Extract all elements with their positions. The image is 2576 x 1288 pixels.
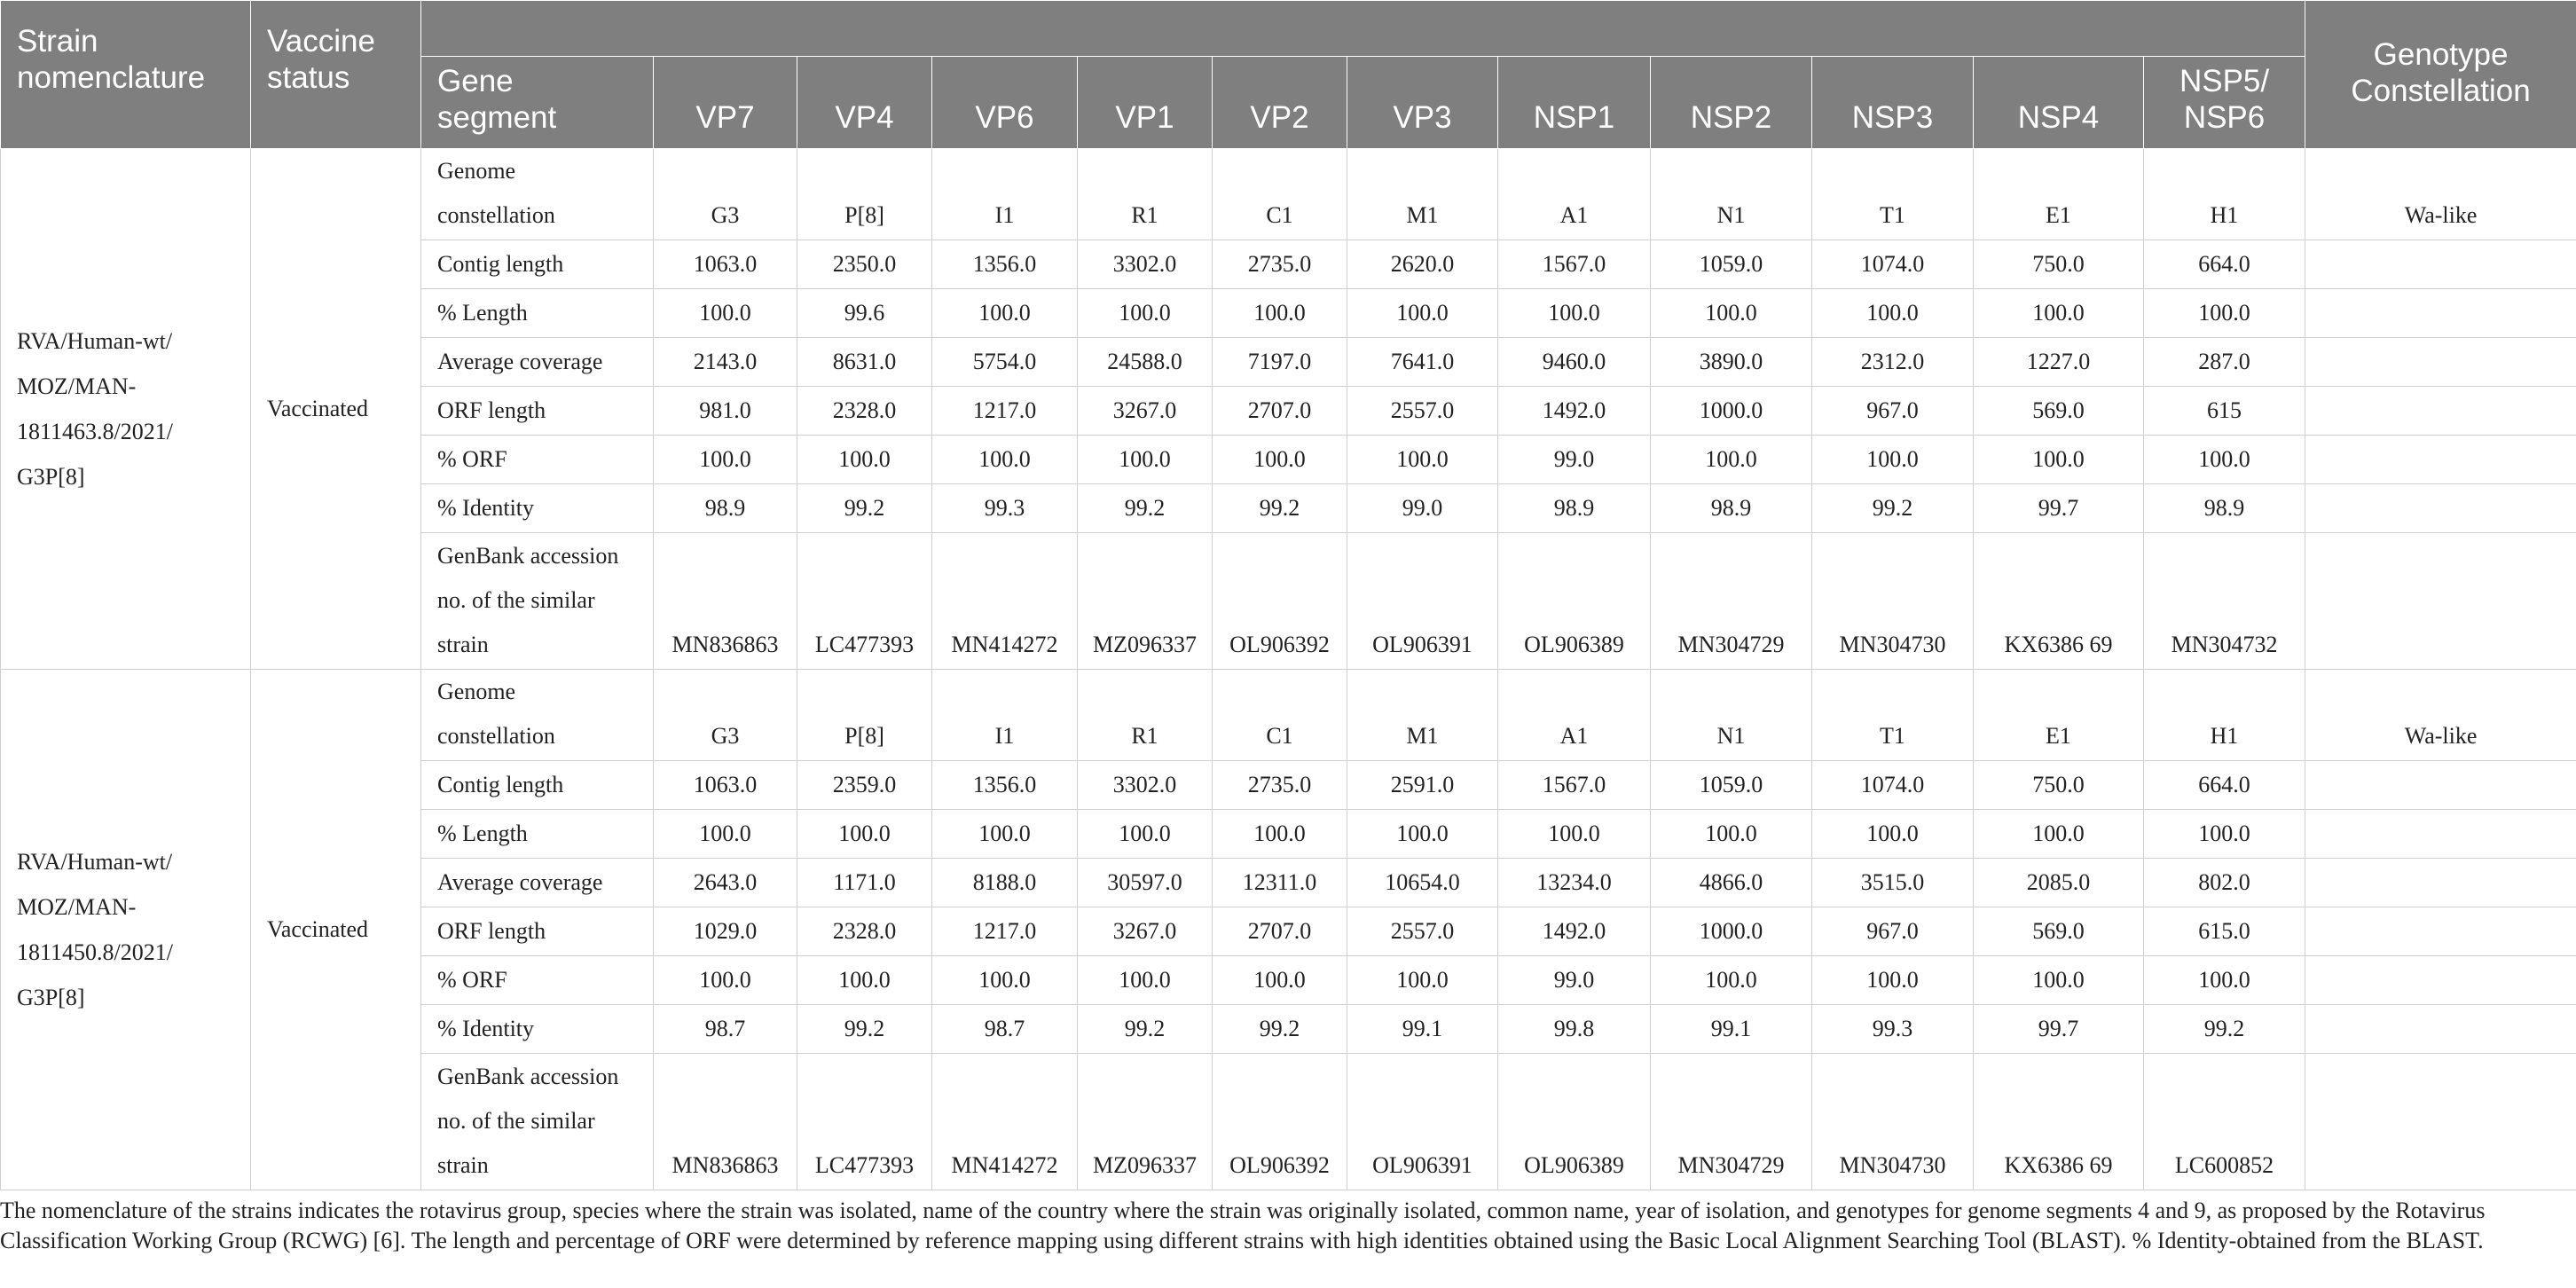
value-cell: 10654.0 bbox=[1347, 859, 1498, 907]
value-cell: 3302.0 bbox=[1078, 240, 1213, 289]
strain-nomenclature-cell: RVA/Human-wt/ MOZ/MAN- 1811463.8/2021/ G3P[8] bbox=[1, 149, 251, 670]
value-cell: G3 bbox=[654, 670, 797, 761]
value-cell: 2707.0 bbox=[1213, 907, 1347, 956]
value-cell: 99.6 bbox=[797, 289, 932, 338]
value-cell: P[8] bbox=[797, 670, 932, 761]
value-cell: M1 bbox=[1347, 670, 1498, 761]
table-body bbox=[1, 149, 2576, 1190]
value-cell: 615.0 bbox=[2144, 907, 2305, 956]
value-cell: T1 bbox=[1812, 149, 1974, 240]
parameter-cell: % ORF bbox=[421, 956, 654, 1005]
parameter-cell: GenBank accession no. of the similar strain bbox=[421, 1054, 654, 1190]
value-cell: 99.2 bbox=[1213, 1005, 1347, 1054]
value-cell: 99.3 bbox=[932, 484, 1078, 533]
value-cell: MN304732 bbox=[2144, 533, 2305, 670]
header-segment-vp7: VP7 bbox=[654, 57, 797, 149]
value-cell: 100.0 bbox=[1974, 289, 2144, 338]
value-cell: 2643.0 bbox=[654, 859, 797, 907]
value-cell: 98.7 bbox=[932, 1005, 1078, 1054]
value-cell: 1356.0 bbox=[932, 240, 1078, 289]
value-cell: 2312.0 bbox=[1812, 338, 1974, 387]
value-cell: 1063.0 bbox=[654, 761, 797, 810]
value-cell: 967.0 bbox=[1812, 907, 1974, 956]
header-segment-nsp5-nsp6: NSP5/ NSP6 bbox=[2144, 57, 2305, 149]
value-cell: OL906392 bbox=[1213, 533, 1347, 670]
value-cell: 100.0 bbox=[1078, 956, 1213, 1005]
value-cell: 100.0 bbox=[932, 810, 1078, 859]
value-cell: 100.0 bbox=[2144, 810, 2305, 859]
table-header bbox=[1, 1, 2576, 149]
value-cell: 100.0 bbox=[932, 436, 1078, 484]
header-segment-vp1: VP1 bbox=[1078, 57, 1213, 149]
value-cell: 2328.0 bbox=[797, 907, 932, 956]
value-cell: 100.0 bbox=[1651, 810, 1812, 859]
value-cell: 100.0 bbox=[1347, 289, 1498, 338]
value-cell: 569.0 bbox=[1974, 907, 2144, 956]
value-cell: 2620.0 bbox=[1347, 240, 1498, 289]
value-cell: C1 bbox=[1213, 149, 1347, 240]
value-cell: C1 bbox=[1213, 670, 1347, 761]
value-cell: 3267.0 bbox=[1078, 387, 1213, 436]
value-cell: 1000.0 bbox=[1651, 387, 1812, 436]
value-cell: 100.0 bbox=[1651, 289, 1812, 338]
value-cell: 100.0 bbox=[1213, 956, 1347, 1005]
value-cell: LC477393 bbox=[797, 1054, 932, 1190]
value-cell: 8188.0 bbox=[932, 859, 1078, 907]
value-cell: 100.0 bbox=[654, 289, 797, 338]
value-cell: 100.0 bbox=[1078, 289, 1213, 338]
value-cell: 100.0 bbox=[797, 810, 932, 859]
value-cell: A1 bbox=[1498, 670, 1651, 761]
header-segment-vp4: VP4 bbox=[797, 57, 932, 149]
value-cell: 99.2 bbox=[797, 484, 932, 533]
value-cell: 100.0 bbox=[1974, 956, 2144, 1005]
value-cell: 1171.0 bbox=[797, 859, 932, 907]
value-cell: 100.0 bbox=[1078, 436, 1213, 484]
value-cell: 1029.0 bbox=[654, 907, 797, 956]
parameter-cell: Genome constellation bbox=[421, 670, 654, 761]
genotype-cell bbox=[2305, 859, 2576, 907]
value-cell: 100.0 bbox=[1651, 956, 1812, 1005]
parameter-cell: ORF length bbox=[421, 907, 654, 956]
value-cell: 2591.0 bbox=[1347, 761, 1498, 810]
value-cell: MN304730 bbox=[1812, 533, 1974, 670]
value-cell: 100.0 bbox=[1498, 810, 1651, 859]
value-cell: 100.0 bbox=[1812, 289, 1974, 338]
genotype-cell: Wa-like bbox=[2305, 149, 2576, 240]
value-cell: 99.3 bbox=[1812, 1005, 1974, 1054]
genotype-cell: Wa-like bbox=[2305, 670, 2576, 761]
value-cell: 5754.0 bbox=[932, 338, 1078, 387]
value-cell: P[8] bbox=[797, 149, 932, 240]
value-cell: 100.0 bbox=[2144, 436, 2305, 484]
value-cell: E1 bbox=[1974, 670, 2144, 761]
value-cell: 1492.0 bbox=[1498, 387, 1651, 436]
header-gene-segment: Gene segment bbox=[421, 57, 654, 149]
value-cell: OL906391 bbox=[1347, 533, 1498, 670]
genotype-cell bbox=[2305, 533, 2576, 670]
value-cell: MN414272 bbox=[932, 533, 1078, 670]
value-cell: 100.0 bbox=[1213, 289, 1347, 338]
value-cell: 750.0 bbox=[1974, 240, 2144, 289]
value-cell: 2350.0 bbox=[797, 240, 932, 289]
value-cell: 100.0 bbox=[1078, 810, 1213, 859]
value-cell: 99.2 bbox=[1078, 484, 1213, 533]
value-cell: 7641.0 bbox=[1347, 338, 1498, 387]
header-strain-nomenclature: Strain nomenclature bbox=[1, 1, 251, 149]
value-cell: 100.0 bbox=[797, 436, 932, 484]
genotype-cell bbox=[2305, 1054, 2576, 1190]
header-segment-nsp2: NSP2 bbox=[1651, 57, 1812, 149]
table-row bbox=[1, 670, 2576, 761]
strain-nomenclature-cell: RVA/Human-wt/ MOZ/MAN- 1811450.8/2021/ G3P[8] bbox=[1, 670, 251, 1190]
value-cell: M1 bbox=[1347, 149, 1498, 240]
parameter-cell: Average coverage bbox=[421, 338, 654, 387]
value-cell: 2328.0 bbox=[797, 387, 932, 436]
genotype-cell bbox=[2305, 484, 2576, 533]
value-cell: 2735.0 bbox=[1213, 761, 1347, 810]
header-spacer bbox=[421, 1, 2305, 57]
value-cell: 9460.0 bbox=[1498, 338, 1651, 387]
value-cell: LC600852 bbox=[2144, 1054, 2305, 1190]
value-cell: 664.0 bbox=[2144, 761, 2305, 810]
value-cell: 664.0 bbox=[2144, 240, 2305, 289]
value-cell: 1000.0 bbox=[1651, 907, 1812, 956]
vaccine-status-cell: Vaccinated bbox=[251, 149, 421, 670]
value-cell: 100.0 bbox=[1498, 289, 1651, 338]
value-cell: MN304729 bbox=[1651, 1054, 1812, 1190]
value-cell: 100.0 bbox=[2144, 956, 2305, 1005]
value-cell: 100.0 bbox=[1213, 810, 1347, 859]
value-cell: 802.0 bbox=[2144, 859, 2305, 907]
value-cell: 1567.0 bbox=[1498, 240, 1651, 289]
genotype-cell bbox=[2305, 1005, 2576, 1054]
header-segment-nsp3: NSP3 bbox=[1812, 57, 1974, 149]
genotype-cell bbox=[2305, 907, 2576, 956]
value-cell: 99.1 bbox=[1651, 1005, 1812, 1054]
value-cell: 98.9 bbox=[1651, 484, 1812, 533]
header-vaccine-status: Vaccine status bbox=[251, 1, 421, 149]
value-cell: 2143.0 bbox=[654, 338, 797, 387]
value-cell: 99.7 bbox=[1974, 1005, 2144, 1054]
value-cell: 100.0 bbox=[1651, 436, 1812, 484]
value-cell: 100.0 bbox=[932, 956, 1078, 1005]
value-cell: 1074.0 bbox=[1812, 761, 1974, 810]
value-cell: 569.0 bbox=[1974, 387, 2144, 436]
value-cell: 100.0 bbox=[1347, 436, 1498, 484]
genotype-cell bbox=[2305, 240, 2576, 289]
value-cell: 1063.0 bbox=[654, 240, 797, 289]
value-cell: 100.0 bbox=[1812, 436, 1974, 484]
value-cell: KX6386 69 bbox=[1974, 1054, 2144, 1190]
parameter-cell: ORF length bbox=[421, 387, 654, 436]
value-cell: T1 bbox=[1812, 670, 1974, 761]
value-cell: 3302.0 bbox=[1078, 761, 1213, 810]
genotype-cell bbox=[2305, 289, 2576, 338]
genotype-cell bbox=[2305, 436, 2576, 484]
value-cell: 1217.0 bbox=[932, 907, 1078, 956]
value-cell: N1 bbox=[1651, 670, 1812, 761]
value-cell: 99.2 bbox=[1078, 1005, 1213, 1054]
header-segment-vp6: VP6 bbox=[932, 57, 1078, 149]
value-cell: MN304730 bbox=[1812, 1054, 1974, 1190]
value-cell: 98.9 bbox=[2144, 484, 2305, 533]
parameter-cell: Genome constellation bbox=[421, 149, 654, 240]
value-cell: MN304729 bbox=[1651, 533, 1812, 670]
table-footnote: The nomenclature of the strains indicates the rotavirus group, species where the strain was isolated, name of the country where the strain was originally isolated, common name, year of isolation, and genotypes for genome segments 4 and 9, as proposed by the Rotavirus Classification Working Group (RCWG) [6]. The length and percentage of ORF were determined by reference mapping using different strains with high identities obtained using the Basic Local Alignment Searching Tool (BLAST). % Identity-obtained from the BLAST. bbox=[0, 1198, 2486, 1253]
value-cell: I1 bbox=[932, 670, 1078, 761]
genotype-cell bbox=[2305, 761, 2576, 810]
header-segment-vp2: VP2 bbox=[1213, 57, 1347, 149]
value-cell: 24588.0 bbox=[1078, 338, 1213, 387]
value-cell: 98.7 bbox=[654, 1005, 797, 1054]
value-cell: R1 bbox=[1078, 149, 1213, 240]
value-cell: 100.0 bbox=[2144, 289, 2305, 338]
value-cell: 99.0 bbox=[1498, 436, 1651, 484]
value-cell: 100.0 bbox=[654, 436, 797, 484]
value-cell: 1356.0 bbox=[932, 761, 1078, 810]
genotype-cell bbox=[2305, 956, 2576, 1005]
parameter-cell: % Length bbox=[421, 810, 654, 859]
value-cell: OL906391 bbox=[1347, 1054, 1498, 1190]
value-cell: A1 bbox=[1498, 149, 1651, 240]
parameter-cell: Contig length bbox=[421, 240, 654, 289]
value-cell: 13234.0 bbox=[1498, 859, 1651, 907]
value-cell: 4866.0 bbox=[1651, 859, 1812, 907]
value-cell: 99.1 bbox=[1347, 1005, 1498, 1054]
value-cell: 1567.0 bbox=[1498, 761, 1651, 810]
value-cell: 3890.0 bbox=[1651, 338, 1812, 387]
parameter-cell: % Identity bbox=[421, 484, 654, 533]
value-cell: OL906389 bbox=[1498, 533, 1651, 670]
value-cell: 99.2 bbox=[1213, 484, 1347, 533]
value-cell: 100.0 bbox=[1812, 810, 1974, 859]
value-cell: 981.0 bbox=[654, 387, 797, 436]
value-cell: 98.9 bbox=[1498, 484, 1651, 533]
value-cell: 615 bbox=[2144, 387, 2305, 436]
value-cell: OL906392 bbox=[1213, 1054, 1347, 1190]
parameter-cell: Contig length bbox=[421, 761, 654, 810]
value-cell: 1217.0 bbox=[932, 387, 1078, 436]
value-cell: 100.0 bbox=[1812, 956, 1974, 1005]
value-cell: I1 bbox=[932, 149, 1078, 240]
parameter-cell: % Identity bbox=[421, 1005, 654, 1054]
value-cell: 1074.0 bbox=[1812, 240, 1974, 289]
value-cell: 98.9 bbox=[654, 484, 797, 533]
vaccine-status-cell: Vaccinated bbox=[251, 670, 421, 1190]
value-cell: MN836863 bbox=[654, 1054, 797, 1190]
value-cell: 2557.0 bbox=[1347, 387, 1498, 436]
value-cell: 12311.0 bbox=[1213, 859, 1347, 907]
value-cell: 3515.0 bbox=[1812, 859, 1974, 907]
value-cell: 2359.0 bbox=[797, 761, 932, 810]
value-cell: OL906389 bbox=[1498, 1054, 1651, 1190]
value-cell: 100.0 bbox=[1347, 956, 1498, 1005]
value-cell: 287.0 bbox=[2144, 338, 2305, 387]
value-cell: H1 bbox=[2144, 149, 2305, 240]
value-cell: 2085.0 bbox=[1974, 859, 2144, 907]
parameter-cell: Average coverage bbox=[421, 859, 654, 907]
value-cell: 2557.0 bbox=[1347, 907, 1498, 956]
value-cell: G3 bbox=[654, 149, 797, 240]
value-cell: 30597.0 bbox=[1078, 859, 1213, 907]
value-cell: 100.0 bbox=[932, 289, 1078, 338]
value-cell: N1 bbox=[1651, 149, 1812, 240]
value-cell: 1059.0 bbox=[1651, 761, 1812, 810]
value-cell: 99.8 bbox=[1498, 1005, 1651, 1054]
header-genotype-constellation: Genotype Constellation bbox=[2305, 1, 2576, 149]
value-cell: 100.0 bbox=[1347, 810, 1498, 859]
header-segment-nsp1: NSP1 bbox=[1498, 57, 1651, 149]
value-cell: 2735.0 bbox=[1213, 240, 1347, 289]
value-cell: KX6386 69 bbox=[1974, 533, 2144, 670]
value-cell: LC477393 bbox=[797, 533, 932, 670]
value-cell: MN414272 bbox=[932, 1054, 1078, 1190]
value-cell: E1 bbox=[1974, 149, 2144, 240]
header-segment-vp3: VP3 bbox=[1347, 57, 1498, 149]
value-cell: MZ096337 bbox=[1078, 1054, 1213, 1190]
value-cell: 1059.0 bbox=[1651, 240, 1812, 289]
value-cell: 99.7 bbox=[1974, 484, 2144, 533]
value-cell: MN836863 bbox=[654, 533, 797, 670]
table-row bbox=[1, 149, 2576, 240]
parameter-cell: % Length bbox=[421, 289, 654, 338]
value-cell: 100.0 bbox=[1213, 436, 1347, 484]
value-cell: H1 bbox=[2144, 670, 2305, 761]
parameter-cell: GenBank accession no. of the similar strain bbox=[421, 533, 654, 670]
value-cell: MZ096337 bbox=[1078, 533, 1213, 670]
value-cell: 99.2 bbox=[797, 1005, 932, 1054]
value-cell: 1227.0 bbox=[1974, 338, 2144, 387]
value-cell: 100.0 bbox=[654, 956, 797, 1005]
value-cell: 99.0 bbox=[1347, 484, 1498, 533]
value-cell: 99.2 bbox=[2144, 1005, 2305, 1054]
genotype-cell bbox=[2305, 387, 2576, 436]
value-cell: 8631.0 bbox=[797, 338, 932, 387]
value-cell: 100.0 bbox=[1974, 436, 2144, 484]
value-cell: 7197.0 bbox=[1213, 338, 1347, 387]
value-cell: 750.0 bbox=[1974, 761, 2144, 810]
value-cell: 3267.0 bbox=[1078, 907, 1213, 956]
value-cell: 99.0 bbox=[1498, 956, 1651, 1005]
value-cell: 99.2 bbox=[1812, 484, 1974, 533]
value-cell: 100.0 bbox=[1974, 810, 2144, 859]
value-cell: 1492.0 bbox=[1498, 907, 1651, 956]
parameter-cell: % ORF bbox=[421, 436, 654, 484]
value-cell: 100.0 bbox=[797, 956, 932, 1005]
value-cell: 967.0 bbox=[1812, 387, 1974, 436]
value-cell: 100.0 bbox=[654, 810, 797, 859]
header-segment-nsp4: NSP4 bbox=[1974, 57, 2144, 149]
value-cell: R1 bbox=[1078, 670, 1213, 761]
genotype-cell bbox=[2305, 338, 2576, 387]
genotype-cell bbox=[2305, 810, 2576, 859]
value-cell: 2707.0 bbox=[1213, 387, 1347, 436]
